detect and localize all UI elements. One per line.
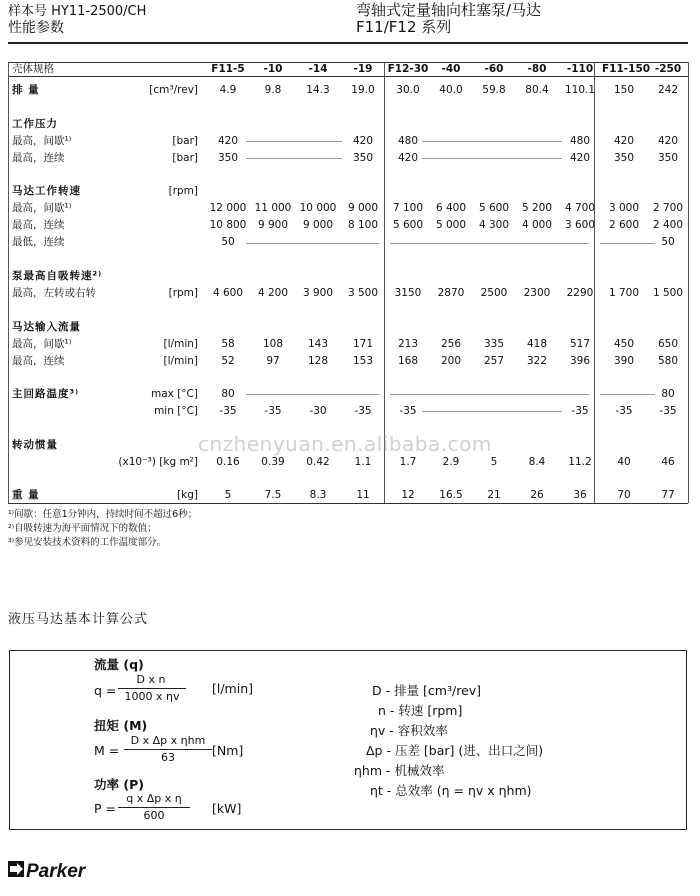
watermark: cnzhenyuan.en.alibaba.com <box>198 432 492 456</box>
row-label: 最高，间歇¹⁾ <box>12 135 72 147</box>
table-cell: 80.4 <box>525 84 549 96</box>
row-unit: max [°C] <box>151 388 198 400</box>
table-cell: 110.1 <box>564 84 596 96</box>
torque-unit: [Nm] <box>212 743 244 758</box>
table-cell: 30.0 <box>396 84 420 96</box>
table-cell: 4.9 <box>219 84 237 96</box>
fraction-bar <box>118 807 190 808</box>
range-line <box>422 411 562 412</box>
table-cell: 256 <box>440 338 462 350</box>
table-cell: 143 <box>307 338 329 350</box>
table-cell: 10 800 <box>209 219 247 231</box>
table-cell: 1 500 <box>652 287 684 299</box>
table-cell: 3 900 <box>302 287 334 299</box>
row-unit: [cm³/rev] <box>149 84 198 96</box>
table-cell: 420 <box>657 135 679 147</box>
fraction-bar <box>124 749 212 750</box>
flow-lhs: q = <box>94 683 117 698</box>
header-rule <box>8 42 688 44</box>
row-unit: [l/min] <box>163 355 198 367</box>
flow-numerator: D x n <box>136 673 166 686</box>
column-header: -40 <box>441 63 461 75</box>
series-title: F11/F12 系列 <box>356 18 452 36</box>
table-cell: 517 <box>569 338 591 350</box>
table-cell: 2500 <box>480 287 508 299</box>
table-cell: 5 200 <box>521 202 553 214</box>
formula-box <box>9 650 687 830</box>
table-cell: 5 <box>490 456 498 468</box>
row-label: 最高，间歇¹⁾ <box>12 338 72 350</box>
table-bottom-rule <box>8 503 688 504</box>
row-unit: [rpm] <box>168 185 198 197</box>
row-label: 排 量 <box>12 84 40 96</box>
table-cell: 420 <box>352 135 374 147</box>
table-cell: 36 <box>573 489 587 501</box>
flow-denominator: 1000 x ηv <box>124 690 180 703</box>
table-cell: 420 <box>217 135 239 147</box>
table-cell: 3150 <box>394 287 422 299</box>
table-cell: 8 100 <box>347 219 379 231</box>
table-cell: 4 200 <box>257 287 289 299</box>
row-label: 最高，连续 <box>12 219 65 231</box>
table-cell: 50 <box>661 236 675 248</box>
flow-unit: [l/min] <box>212 681 254 696</box>
table-cell: 242 <box>657 84 679 96</box>
table-cell: 7 100 <box>392 202 424 214</box>
table-cell: 420 <box>397 152 419 164</box>
table-cell: 12 <box>401 489 415 501</box>
table-cell: 9 000 <box>302 219 334 231</box>
table-left-border <box>8 62 9 503</box>
column-header: F11-5 <box>211 63 245 75</box>
table-cell: 16.5 <box>439 489 463 501</box>
table-cell: 2 700 <box>652 202 684 214</box>
table-right-border <box>688 62 689 503</box>
column-header: -250 <box>654 63 682 75</box>
table-cell: 0.16 <box>216 456 240 468</box>
column-header: -14 <box>308 63 328 75</box>
table-cell: 59.8 <box>482 84 506 96</box>
table-cell: 70 <box>617 489 631 501</box>
range-line <box>246 158 342 159</box>
table-cell: 4 700 <box>564 202 596 214</box>
table-cell: 350 <box>657 152 679 164</box>
table-cell: 213 <box>397 338 419 350</box>
table-cell: 11.2 <box>568 456 592 468</box>
table-cell: 8.4 <box>528 456 546 468</box>
table-cell: 418 <box>526 338 548 350</box>
table-cell: 480 <box>569 135 591 147</box>
row-label: 最高，连续 <box>12 152 65 164</box>
column-header: -10 <box>263 63 283 75</box>
table-cell: 171 <box>352 338 374 350</box>
footnote-3: ³⁾参见安装技术资料的工作温度部分。 <box>8 537 167 548</box>
column-header: -19 <box>353 63 373 75</box>
footnote-1: ¹⁾间歇：任意1分钟内，持续时间不超过6秒； <box>8 509 198 520</box>
row-label: 最高，间歇¹⁾ <box>12 202 72 214</box>
range-line <box>600 243 655 244</box>
table-cell: 350 <box>217 152 239 164</box>
row-label: 最低，连续 <box>12 236 65 248</box>
svg-text:Parker: Parker <box>26 861 86 882</box>
table-cell: 3 500 <box>347 287 379 299</box>
column-header: -80 <box>527 63 547 75</box>
table-cell: 8.3 <box>309 489 327 501</box>
table-cell: 50 <box>221 236 235 248</box>
legend-speed: n - 转速 [rpm] <box>378 703 463 718</box>
row-unit: [l/min] <box>163 338 198 350</box>
table-cell: 14.3 <box>306 84 330 96</box>
table-cell: 128 <box>307 355 329 367</box>
table-cell: 2.9 <box>442 456 460 468</box>
table-cell: 650 <box>657 338 679 350</box>
range-line <box>600 394 655 395</box>
table-cell: 257 <box>483 355 505 367</box>
column-header: -60 <box>484 63 504 75</box>
power-unit: [kW] <box>212 801 242 816</box>
row-unit: [bar] <box>172 152 198 164</box>
table-cell: 58 <box>221 338 235 350</box>
row-unit: (x10⁻³) [kg m²] <box>118 456 198 468</box>
table-cell: 0.39 <box>261 456 285 468</box>
table-cell: 2 400 <box>652 219 684 231</box>
table-cell: 10 000 <box>299 202 337 214</box>
range-line <box>246 394 379 395</box>
legend-displacement: D - 排量 [cm³/rev] <box>372 683 482 698</box>
table-cell: 1 700 <box>608 287 640 299</box>
row-unit: [rpm] <box>168 287 198 299</box>
table-cell: -35 <box>264 405 282 417</box>
table-cell: 97 <box>266 355 280 367</box>
table-cell: 5 600 <box>478 202 510 214</box>
power-title: 功率 (P) <box>94 777 144 792</box>
legend-pressure-diff: Δp - 压差 [bar] (进、出口之间) <box>366 743 544 758</box>
table-cell: 153 <box>352 355 374 367</box>
table-cell: 46 <box>661 456 675 468</box>
catalog-number: 样本号 HY11-2500/CH <box>8 4 147 19</box>
table-cell: -35 <box>659 405 677 417</box>
table-cell: 4 600 <box>212 287 244 299</box>
table-cell: 480 <box>397 135 419 147</box>
parker-logo-mark <box>8 854 102 884</box>
legend-total-eff: ηt - 总效率 (η = ηv x ηhm) <box>370 783 532 798</box>
document-title: 弯轴式定量轴向柱塞泵/马达 <box>356 1 542 19</box>
range-line <box>390 394 589 395</box>
table-cell: 40 <box>617 456 631 468</box>
table-cell: 1.7 <box>399 456 417 468</box>
table-cell: 420 <box>569 152 591 164</box>
row-unit: min [°C] <box>154 405 198 417</box>
table-cell: 168 <box>397 355 419 367</box>
table-cell: 200 <box>440 355 462 367</box>
table-cell: 1.1 <box>354 456 372 468</box>
table-cell: -35 <box>571 405 589 417</box>
torque-denominator: 63 <box>161 751 175 764</box>
section-title: 性能参数 <box>8 20 64 36</box>
table-cell: -35 <box>354 405 372 417</box>
row-label: 转动惯量 <box>12 439 58 451</box>
range-line <box>246 141 342 142</box>
table-cell: 2290 <box>566 287 594 299</box>
parker-logo <box>8 854 102 884</box>
power-lhs: P = <box>94 801 116 816</box>
table-cell: 3 600 <box>564 219 596 231</box>
fraction-bar <box>118 688 186 689</box>
table-cell: 4 300 <box>478 219 510 231</box>
column-header: -110 <box>566 63 594 75</box>
table-cell: 80 <box>221 388 235 400</box>
footnote-2: ²⁾自吸转速为海平面情况下的数值； <box>8 523 157 534</box>
table-cell: 390 <box>613 355 635 367</box>
table-cell: 77 <box>661 489 675 501</box>
table-cell: 5 000 <box>435 219 467 231</box>
row-label: 马达输入流量 <box>12 321 81 333</box>
table-cell: 150 <box>613 84 635 96</box>
table-cell: -35 <box>615 405 633 417</box>
torque-title: 扭矩 (M) <box>94 718 148 733</box>
table-cell: 26 <box>530 489 544 501</box>
table-cell: 19.0 <box>351 84 375 96</box>
row-unit: [bar] <box>172 135 198 147</box>
table-cell: 396 <box>569 355 591 367</box>
formula-section-title: 液压马达基本计算公式 <box>8 612 149 627</box>
table-cell: 40.0 <box>439 84 463 96</box>
table-cell: 108 <box>262 338 284 350</box>
table-cell: 420 <box>613 135 635 147</box>
row-label: 重 量 <box>12 489 40 501</box>
table-cell: 322 <box>526 355 548 367</box>
table-header-rule <box>8 76 688 77</box>
table-cell: 5 <box>224 489 232 501</box>
table-cell: 3 000 <box>608 202 640 214</box>
table-cell: 2870 <box>437 287 465 299</box>
table-cell: 80 <box>661 388 675 400</box>
table-cell: 0.42 <box>306 456 330 468</box>
torque-numerator: D x Δp x ηhm <box>130 734 206 747</box>
table-cell: 7.5 <box>264 489 282 501</box>
power-denominator: 600 <box>143 809 165 822</box>
legend-mechanical-eff: ηhm - 机械效率 <box>354 763 445 778</box>
torque-lhs: M = <box>94 743 120 758</box>
table-cell: 335 <box>483 338 505 350</box>
column-header: F11-150 <box>602 63 651 75</box>
table-cell: 350 <box>613 152 635 164</box>
table-cell: 52 <box>221 355 235 367</box>
table-cell: 2300 <box>523 287 551 299</box>
table-cell: 9.8 <box>264 84 282 96</box>
range-line <box>246 243 379 244</box>
table-corner-label: 壳体规格 <box>12 63 54 75</box>
row-label: 主回路温度³⁾ <box>12 388 80 400</box>
row-unit: [kg] <box>177 489 198 501</box>
table-cell: 9 000 <box>347 202 379 214</box>
range-line <box>422 141 562 142</box>
table-cell: 9 900 <box>257 219 289 231</box>
table-cell: -30 <box>309 405 327 417</box>
table-cell: 12 000 <box>209 202 247 214</box>
table-cell: -35 <box>219 405 237 417</box>
legend-volumetric-eff: ηv - 容积效率 <box>370 723 448 738</box>
table-cell: -35 <box>399 405 417 417</box>
row-label: 最高，连续 <box>12 355 65 367</box>
table-cell: 2 600 <box>608 219 640 231</box>
table-cell: 11 000 <box>254 202 292 214</box>
table-cell: 350 <box>352 152 374 164</box>
table-cell: 450 <box>613 338 635 350</box>
range-line <box>422 158 562 159</box>
table-cell: 580 <box>657 355 679 367</box>
row-label: 工作压力 <box>12 118 58 130</box>
table-cell: 6 400 <box>435 202 467 214</box>
table-cell: 11 <box>356 489 370 501</box>
table-cell: 5 600 <box>392 219 424 231</box>
column-header: F12-30 <box>387 63 429 75</box>
range-line <box>390 243 589 244</box>
row-label: 泵最高自吸转速²⁾ <box>12 270 103 282</box>
table-cell: 21 <box>487 489 501 501</box>
flow-title: 流量 (q) <box>94 657 144 672</box>
row-label: 最高，左转或右转 <box>12 287 96 299</box>
power-numerator: q x Δp x η <box>126 792 182 805</box>
row-label: 马达工作转速 <box>12 185 81 197</box>
group-divider-2 <box>594 62 595 503</box>
table-cell: 4 000 <box>521 219 553 231</box>
